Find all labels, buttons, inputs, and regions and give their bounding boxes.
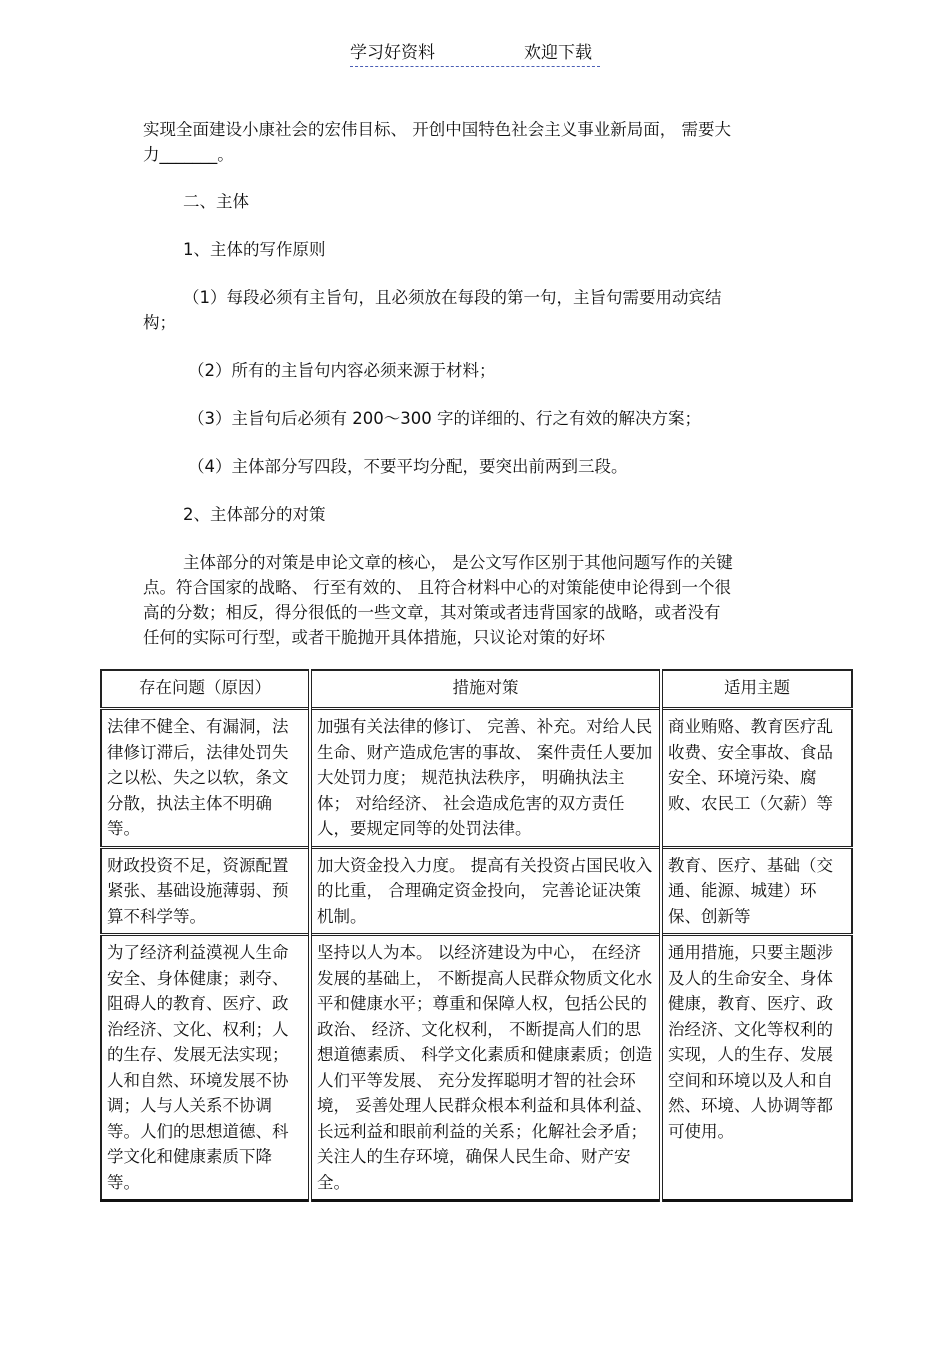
body-paragraph-line-3: 高的分数；相反，得分很低的一些文章，其对策或者违背国家的战略，或者没有 [143, 603, 721, 622]
table-cell-topic: 商业贿赂、教育医疗乱收费、安全事故、食品安全、环境污染、腐败、农民工（欠薪）等 [661, 709, 852, 848]
rule-3: （3）主旨句后必须有 200～300 字的详细的、行之有效的解决方案； [188, 409, 701, 428]
header-left-text: 学习好资料 [350, 43, 435, 63]
table-cell-problem: 财政投资不足，资源配置紧张、基础设施薄弱、预算不科学等。 [101, 847, 310, 935]
table-cell-measures: 加强有关法律的修订、 完善、补充。对给人民生命、财产造成危害的事故、 案件责任人要加大处罚力度； 规范执法秩序， 明确执法主体； 对给经济、 社会造成危害的双方责任人，要规定同等的处罚法律。 [310, 709, 661, 848]
table-cell-topic: 通用措施，只要主题涉及人的生命安全、身体健康，教育、医疗、政治经济、文化等权利的实现，人的生存、发展空间和环境以及人和自然、环境、人协调等都可使用。 [661, 935, 852, 1201]
intro-line-1: 实现全面建设小康社会的宏伟目标、 开创中国特色社会主义事业新局面， 需要大 [143, 120, 731, 139]
document-body [143, 117, 818, 650]
column-header-measures: 措施对策 [310, 670, 661, 709]
column-header-topic: 适用主题 [661, 670, 852, 709]
body-paragraph-line-4: 任何的实际可行型，或者干脆抛开具体措施，只议论对策的好坏 [143, 628, 605, 647]
table-cell-measures: 加大资金投入力度。 提高有关投资占国民收入的比重， 合理确定资金投向， 完善论证决策机制。 [310, 847, 661, 935]
rule-2: （2）所有的主旨句内容必须来源于材料； [188, 361, 496, 380]
table-row [101, 935, 852, 1201]
table-row [101, 847, 852, 935]
countermeasures-table-wrapper [100, 669, 851, 1202]
subsection-title-countermeasures: 2、主体部分的对策 [183, 505, 326, 524]
table-cell-measures: 坚持以人为本。 以经济建设为中心， 在经济发展的基础上， 不断提高人民群众物质文化水平和健康水平；尊重和保障人权，包括公民的政治、 经济、文化权利， 不断提高人们的思想道德素质、 科学文化素质和健康素质；创造人们平等发展、 充分发挥聪明才智的社会环境， 妥善处理人民群众根本利益和具体利益、 长远利益和眼前利益的关系；化解社会矛盾；关注人的生存环境，确保人民生命、财产安全。 [310, 935, 661, 1201]
table-row [101, 709, 852, 848]
section-title-main-body: 二、主体 [183, 192, 249, 211]
table-header-row [101, 670, 852, 709]
subsection-title-writing-principles: 1、主体的写作原则 [183, 240, 326, 259]
rule-1-line-2: 构； [143, 313, 176, 332]
body-paragraph-line-1: 主体部分的对策是申论文章的核心， 是公文写作区别于其他问题写作的关键 [183, 553, 733, 572]
intro-line-2: 力_______。 [143, 145, 234, 164]
table-cell-topic: 教育、医疗、基础（交通、能源、城建）环保、创新等 [661, 847, 852, 935]
body-paragraph-line-2: 点。符合国家的战略、 行至有效的、 且符合材料中心的对策能使申论得到一个很 [143, 578, 731, 597]
table-cell-problem: 法律不健全、有漏洞，法律修订滞后，法律处罚失之以松、失之以软，条文分散，执法主体不明确等。 [101, 709, 310, 848]
rule-4: （4）主体部分写四段，不要平均分配，要突出前两到三段。 [188, 457, 628, 476]
countermeasures-table [100, 669, 853, 1202]
rule-1-line-1: （1）每段必须有主旨句，且必须放在每段的第一句，主旨句需要用动宾结 [183, 288, 722, 307]
column-header-problem: 存在问题（原因） [101, 670, 310, 709]
header-right-text: 欢迎下载 [524, 43, 592, 63]
page-header [350, 40, 600, 67]
table-cell-problem: 为了经济利益漠视人生命安全、身体健康；剥夺、阻碍人的教育、医疗、政治经济、文化、权利；人的生存、发展无法实现；人和自然、环境发展不协调；人与人关系不协调等。人们的思想道德、科学文化和健康素质下降等。 [101, 935, 310, 1201]
